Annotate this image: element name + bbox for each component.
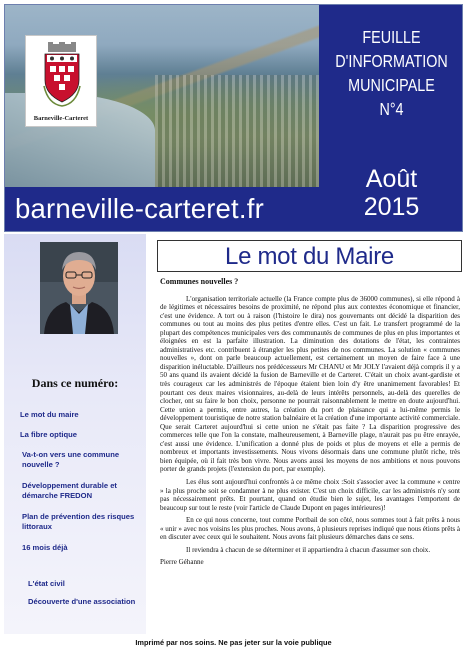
crest-label: Barneville-Carteret: [33, 115, 89, 122]
article-paragraph: En ce qui nous concerne, tout comme Portbail de son côté, nous sommes tout à fait prêts à nous « unir » avec nos voisins les plus proches. Nous avons, à plusieurs reprises indiqué que nous étions prêts à en discuter avec ceux qui le souhaitent. Nous avons fait plusieurs démarches dans ce sens.: [160, 516, 460, 542]
sidebar: [4, 234, 146, 634]
toc-title: Dans ce numéro:: [31, 376, 119, 390]
title-line-3: MUNICIPALE: [348, 75, 435, 95]
coat-of-arms-icon: [42, 42, 82, 108]
mayor-portrait: [40, 242, 118, 334]
issue-month: Août: [365, 165, 418, 193]
table-of-contents: [20, 410, 144, 607]
toc-item[interactable]: Découverte d'une association: [28, 597, 136, 606]
toc-item[interactable]: 16 mois déjà: [22, 543, 68, 552]
publication-title: [332, 25, 451, 121]
section-title: Le mot du Maire: [225, 243, 394, 270]
title-line-2: D'INFORMATION: [335, 51, 448, 71]
mayor-editorial: [160, 278, 460, 632]
title-panel: [319, 5, 463, 187]
toc-item[interactable]: La fibre optique: [20, 430, 77, 439]
article-heading: Communes nouvelles ?: [160, 278, 239, 286]
article-paragraph: L'organisation territoriale actuelle (la France compte plus de 36000 communes), si elle répond à de légitimes et nécessaires besoins de proximité, ne répond plus aux contextes économique et financier, c'est une évidence. A tort ou à raison (l'histoire le dira) nos gouvernants ont décidé la disparition des communes ou tout au moins des plus petites d'entre elles. C'est un fait. Le transfert programmé de la plupart des compétences municipales vers des communautés de communes de plus en plus importantes et éloignées en est la parfaite illustration. La diminution des dotations de l'état, les contraintes administratives etc. contribuent à étrangler les plus petites de nos communes. La solution « communes nouvelles », dont on parle beaucoup actuellement, est certainement un moyen de faire face à une disparition inéluctable. D'ailleurs nos prédécesseurs Mr CHANU et Mr JOLY l'avaient déjà compris il y a 50 ans quand ils avaient décidé la fusion de Barneville et de Carteret. C'était un choix avant-gardiste et très courageux car les administrés de l'époque étaient bien loin d'y être unanimement favorables! Et pourtant ces deux maires visionnaires, au-delà de leurs intérêts personnels, au-delà des querelles de clocher, ont su faire le bon choix, personne ne pourrait raisonnablement le mettre en doute aujourd'hui. Cette union a permis, entre autres, la création du port de plaisance qui a lui-même permis le développement touristique de notre station balnéaire et la création d'une importante activité commerciale. Que serait Carteret aujourd'hui si cette union ne s'était pas faite ? La disparition progressive des commerces telle que l'on la constate, malheureusement, à Barneville plage, n'aurait pas pu être enrayée, c'est aussi une évidence. L'unification a donné plus de poids et plus de moyens et elle a permis de nombreux et importants investissements. Nous vivons désormais dans une commune plutôt riche, très bien équipée, où il fait très bon vivre. Nous avons aussi les moyens de nos ambitions et nous pouvons porter de grands projets (l'extension du port, par exemple).: [160, 294, 460, 474]
footer-notice: Imprimé par nos soins. Ne pas jeter sur la voie publique: [135, 638, 332, 647]
toc-item[interactable]: Va-t-on vers une commune nouvelle ?: [22, 450, 120, 469]
toc-item[interactable]: Le mot du maire: [20, 410, 79, 419]
toc-item[interactable]: Plan de prévention des risques littoraux: [22, 512, 135, 531]
article-signature: Pierre Géhanne: [160, 558, 204, 567]
aerial-coast-photo: [5, 5, 319, 187]
issue-number: N°4: [379, 99, 404, 119]
toc-item[interactable]: Développement durable et démarche FREDON: [22, 481, 117, 500]
article-paragraph: Il reviendra à chacun de se déterminer et il appartiendra à chacun d'assumer son choix.: [186, 545, 431, 554]
website-url[interactable]: barneville-carteret.fr: [15, 193, 264, 224]
section-title-box: [157, 240, 462, 272]
toc-item[interactable]: L'état civil: [28, 579, 65, 588]
title-line-1: FEUILLE: [362, 27, 421, 47]
photo-town-area: [155, 75, 319, 187]
masthead: [4, 4, 463, 232]
portrait-person-icon: [40, 242, 118, 334]
issue-year: 2015: [363, 193, 420, 221]
article-paragraph: Les élus sont aujourd'hui confrontés à ce même choix :Soit s'associer avec la commune « centre » la plus proche soit se condamner à ne plus exister. C'est un choix difficile, car les administrés n'y sont pas nécessairement prêts. Et pourtant, quand on étudie bien le sujet, les avantages l'emportent de beaucoup sur tout le reste (voir l'article de Claude Dupont en pages intérieures)!: [160, 478, 460, 512]
town-crest: [25, 35, 97, 127]
